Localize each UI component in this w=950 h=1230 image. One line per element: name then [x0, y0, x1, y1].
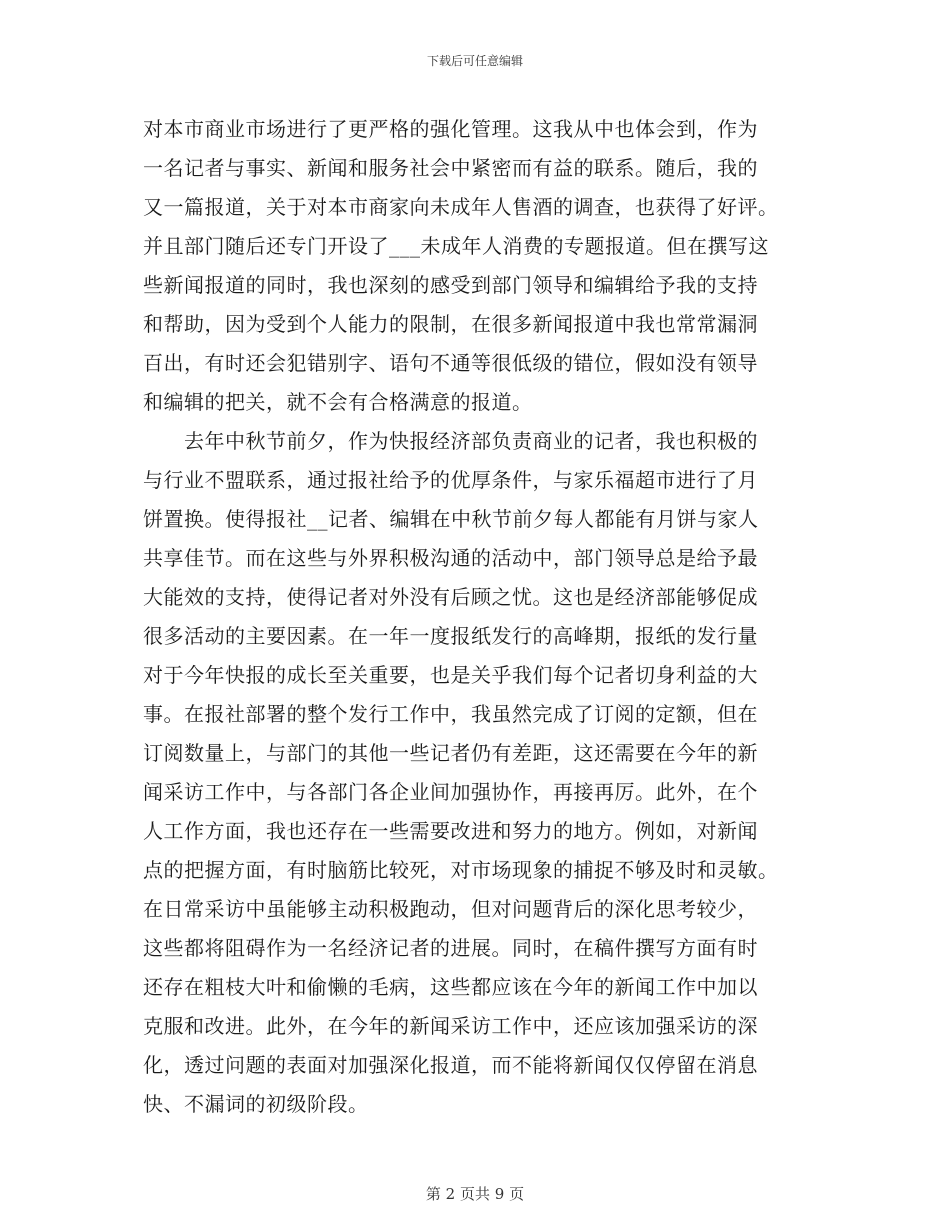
text-line: 闻采访工作中，与各部门各企业间加强协作，再接再厉。此外，在个 [143, 780, 758, 804]
text-line: 百出，有时还会犯错别字、语句不通等很低级的错位，假如没有领导 [143, 351, 758, 375]
text-line: 对于今年快报的成长至关重要，也是关乎我们每个记者切身利益的大 [143, 663, 758, 687]
page-header: 下载后可任意编辑 [426, 54, 523, 68]
body-text [143, 110, 823, 1124]
text-line: 这些都将阻碍作为一名经济记者的进展。同时，在稿件撰写方面有时 [143, 936, 758, 960]
text-line: 共享佳节。而在这些与外界积极沟通的活动中，部门领导总是给予最 [143, 546, 758, 570]
text-line: 事。在报社部署的整个发行工作中，我虽然完成了订阅的定额，但在 [143, 702, 758, 726]
text-line: 一名记者与事实、新闻和服务社会中紧密而有益的联系。随后，我的 [143, 156, 758, 180]
text-line: 人工作方面，我也还存在一些需要改进和努力的地方。例如，对新闻 [143, 819, 758, 843]
text-line: 对本市商业市场进行了更严格的强化管理。这我从中也体会到，作为 [143, 117, 758, 141]
text-line: 饼置换。使得报社__记者、编辑在中秋节前夕每人都能有月饼与家人 [143, 507, 759, 531]
text-line: 在日常采访中虽能够主动积极跑动，但对问题背后的深化思考较少， [143, 897, 758, 921]
text-line: 和编辑的把关，就不会有合格满意的报道。 [143, 390, 533, 414]
page-number: 第 2 页共 9 页 [425, 1185, 525, 1203]
text-line: 大能效的支持，使得记者对外没有后顾之忧。这也是经济部能够促成 [143, 585, 758, 609]
text-line: 克服和改进。此外，在今年的新闻采访工作中，还应该加强采访的深 [143, 1014, 758, 1038]
text-line: 订阅数量上，与部门的其他一些记者仍有差距，这还需要在今年的新 [143, 741, 758, 765]
text-line: 还存在粗枝大叶和偷懒的毛病，这些都应该在今年的新闻工作中加以 [143, 975, 758, 999]
text-line: 和帮助，因为受到个人能力的限制，在很多新闻报道中我也常常漏洞 [143, 312, 758, 336]
text-line: 并且部门随后还专门开设了___未成年人消费的专题报道。但在撰写这 [143, 234, 769, 258]
text-line: 些新闻报道的同时，我也深刻的感受到部门领导和编辑给予我的支持 [143, 273, 758, 297]
text-line: 快、不漏词的初级阶段。 [143, 1092, 369, 1116]
text-line: 又一篇报道，关于对本市商家向未成年人售酒的调查，也获得了好评。 [143, 195, 779, 219]
text-line: 去年中秋节前夕，作为快报经济部负责商业的记者，我也积极的 [143, 429, 758, 453]
text-line: 化，透过问题的表面对加强深化报道，而不能将新闻仅仅停留在消息 [143, 1053, 758, 1077]
text-line: 与行业不盟联系，通过报社给予的优厚条件，与家乐福超市进行了月 [143, 468, 758, 492]
text-line: 很多活动的主要因素。在一年一度报纸发行的高峰期，报纸的发行量 [143, 624, 758, 648]
text-line: 点的把握方面，有时脑筋比较死，对市场现象的捕捉不够及时和灵敏。 [143, 858, 779, 882]
